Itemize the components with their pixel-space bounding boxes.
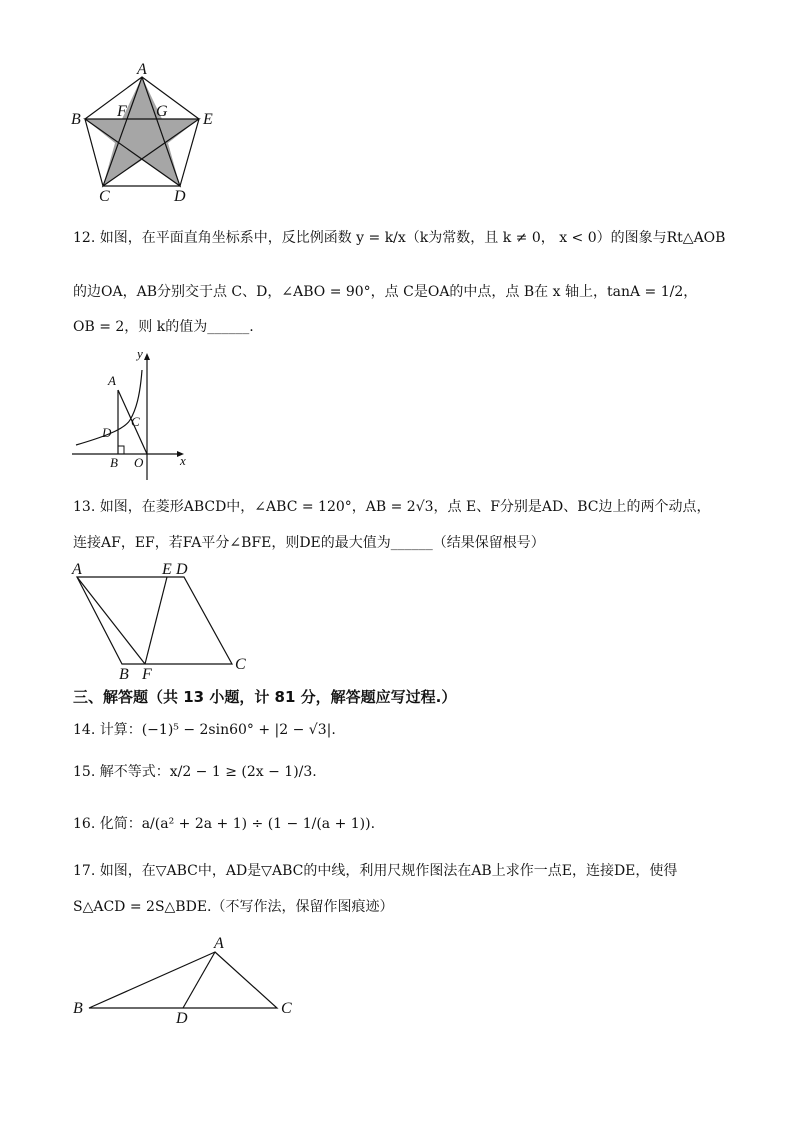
rhombus-label-a: A	[72, 561, 82, 578]
coord-label-b: B	[110, 455, 118, 470]
median-ad	[183, 952, 215, 1008]
q15-text: 15. 解不等式：x/2 − 1 ≥ (2x − 1)/3.	[73, 764, 317, 780]
triangle-label-b: B	[73, 1000, 83, 1017]
star-label-d: D	[174, 188, 186, 205]
coord-label-x: x	[180, 453, 186, 468]
star-label-a: A	[137, 61, 147, 78]
q17-line-2: S△ACD = 2S△BDE.（不写作法，保留作图痕迹）	[73, 899, 394, 915]
triangle-label-d: D	[176, 1010, 188, 1027]
triangle-label-c: C	[281, 1000, 292, 1017]
coord-label-y: y	[137, 346, 143, 361]
rhombus-label-d: D	[176, 561, 188, 578]
coord-label-a: A	[108, 373, 116, 388]
star-label-b: B	[71, 111, 81, 128]
rhombus-label-f: F	[142, 666, 152, 683]
rhombus-label-e: E	[162, 561, 172, 578]
q13-line-2: 连接AF，EF，若FA平分∠BFE，则DE的最大值为______（结果保留根号）	[73, 535, 545, 551]
rhombus-label-b: B	[119, 666, 129, 683]
coord-label-c: C	[131, 414, 140, 429]
q16-text: 16. 化简：a/(a² + 2a + 1) ÷ (1 − 1/(a + 1)).	[73, 816, 376, 832]
q12-line-1: 12. 如图，在平面直角坐标系中，反比例函数 y = k/x（k为常数，且 k ≠ 0， x < 0）的图象与Rt△AOB	[73, 230, 726, 246]
q14-text: 14. 计算：(−1)⁵ − 2sin60° + |2 − √3|.	[73, 722, 336, 738]
coord-label-o: O	[134, 455, 144, 470]
q12-line-2: 的边OA，AB分别交于点 C、D，∠ABO = 90°，点 C是OA的中点，点 B在 x 轴上，tanA = 1/2，	[73, 284, 698, 300]
q12-line-3: OB = 2，则 k的值为______.	[73, 319, 254, 335]
q17-line-1: 17. 如图，在▽ABC中，AD是▽ABC的中线，利用尺规作图法在AB上求作一点E，连接DE，使得	[73, 863, 678, 879]
section-3-heading: 三、解答题（共 13 小题，计 81 分，解答题应写过程.）	[73, 688, 457, 706]
star-label-g: G	[156, 103, 168, 120]
star-label-f: F	[117, 103, 127, 120]
triangle-label-a: A	[214, 935, 224, 952]
star-label-e: E	[203, 111, 213, 128]
star-label-c: C	[99, 188, 110, 205]
q13-line-1: 13. 如图，在菱形ABCD中，∠ABC = 120°，AB = 2√3，点 E、F分别是AD、BC边上的两个动点，	[73, 499, 711, 515]
triangle-abc	[89, 952, 277, 1008]
coord-label-d: D	[102, 425, 112, 440]
rhombus-label-c: C	[235, 656, 246, 673]
